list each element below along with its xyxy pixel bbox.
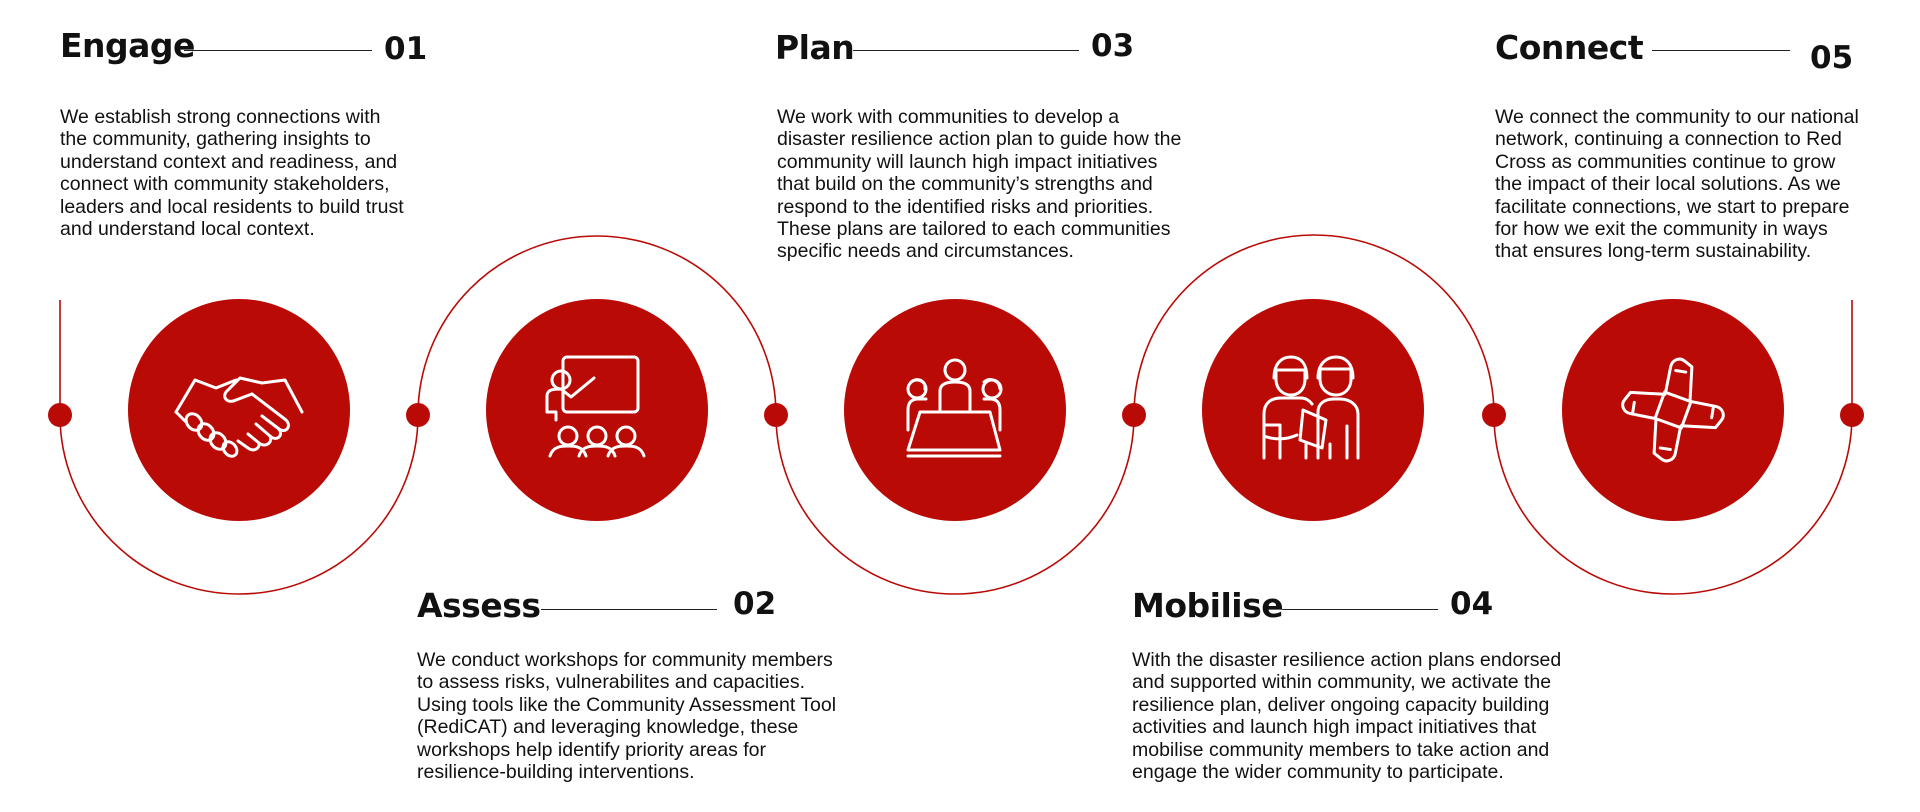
plan-circle [844,299,1066,521]
connector-dot [1840,403,1864,427]
assess-circle [486,299,708,521]
step-description: We work with communities to develop a disaster resilience action plan to guide how the community will launch high impact initiatives that build on the community’s strengths and respond to the identified risks and priorities. These plans are tailored to each communities specific needs and circumstances. [777,106,1182,263]
connector-dot [48,403,72,427]
step-circles [128,299,1784,521]
connector-dot [1482,403,1506,427]
connector-dot [764,403,788,427]
step-description: We connect the community to our national network, continuing a connection to Red Cross as communities continue to grow the impact of their local solutions. As we facilitate connections, we start to prepare for how we exit the community in ways that ensures long-term sustainability. [1495,106,1859,263]
step-title: Mobilise [1132,586,1284,625]
mobilise-circle [1202,299,1424,521]
step-description: With the disaster resilience action plans endorsed and supported within community, we activate the resilience plan, deliver ongoing capacity building activities and launch high impact initiatives that mobilise community members to take action and engage the wider community to participate. [1132,649,1562,784]
step-number: 05 [1810,40,1854,76]
engage-circle [128,299,350,521]
step-title: Connect [1495,28,1644,67]
step-number: 04 [1450,586,1494,622]
step-number: 02 [733,586,777,622]
step-description: We conduct workshops for community members to assess risks, vulnerabilites and capacities. Using tools like the Community Assessment Tool (RediCAT) and leveraging knowledge, these workshops help identify priority areas for resilience-building interventions. [417,649,837,784]
step-description: We establish strong connections with the community, gathering insights to understand context and readiness, and connect with community stakeholders, leaders and local residents to build trust and understand local context. [60,106,404,241]
connector-dot [406,403,430,427]
step-title: Engage [60,26,195,65]
step-number: 03 [1091,28,1135,64]
step-number: 01 [384,31,428,67]
connect-circle [1562,299,1784,521]
connector-dot [1122,403,1146,427]
step-title: Assess [417,586,541,625]
step-title: Plan [775,28,855,67]
